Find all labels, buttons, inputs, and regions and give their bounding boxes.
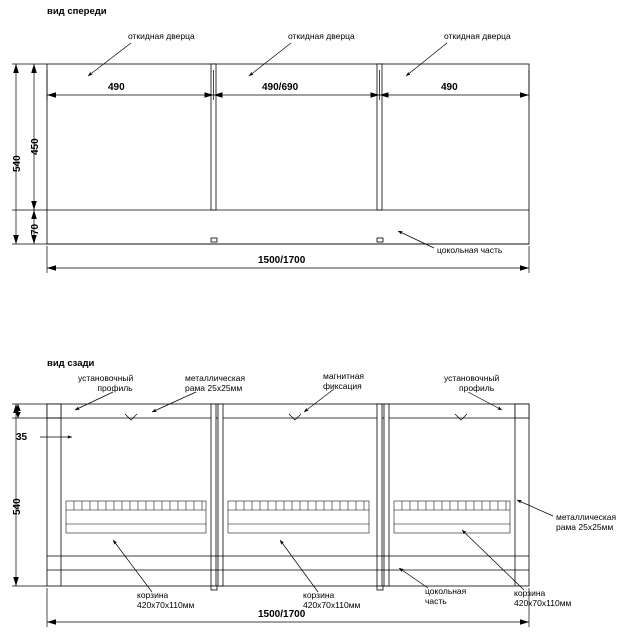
dim-front-total-height: 540 <box>12 155 23 172</box>
callout-basket-center-line2: 420х70х110мм <box>303 600 361 610</box>
callout-metal-frame-top-line1: металлическая <box>185 373 246 383</box>
callout-flap-door-center: откидная дверца <box>288 31 355 41</box>
callout-flap-door-right: откидная дверца <box>444 31 511 41</box>
dim-back-top-gap: 35 <box>16 432 28 443</box>
dim-back-total-width: 1500/1700 <box>258 609 306 620</box>
front-view-title: вид спереди <box>47 6 107 17</box>
callout-plinth-back-line2: часть <box>425 596 447 606</box>
callout-basket-left-line2: 420х70х110мм <box>137 600 195 610</box>
callout-magnetic-fixation-line2: фиксация <box>323 381 362 391</box>
callout-mounting-profile-right-line1: установочный <box>444 373 500 383</box>
callout-basket-left-line1: корзина <box>137 590 169 600</box>
callout-basket-right-line1: корзина <box>514 588 546 598</box>
dim-back-total-height: 540 <box>12 498 23 515</box>
dim-front-plinth-height: 70 <box>30 223 41 235</box>
dim-door-right-width: 490 <box>441 82 458 93</box>
callout-metal-frame-right-line1: металлическая <box>556 512 617 522</box>
dim-door-center-width: 490/690 <box>262 82 299 93</box>
callout-flap-door-left: откидная дверца <box>128 31 195 41</box>
callout-basket-right-line2: 420х70х110мм <box>514 598 572 608</box>
back-view-title: вид сзади <box>47 358 95 369</box>
callout-metal-frame-right-line2: рама 25х25мм <box>556 522 614 532</box>
callout-mounting-profile-right-line2: профиль <box>459 383 495 393</box>
callout-basket-center-line1: корзина <box>303 590 335 600</box>
dim-front-door-height: 450 <box>30 138 41 155</box>
callout-metal-frame-top-line2: рама 25х25мм <box>185 383 243 393</box>
callout-mounting-profile-left-line2: профиль <box>97 383 133 393</box>
callout-plinth-front: цокольная часть <box>437 245 503 255</box>
callout-plinth-back-line1: цокольная <box>425 586 467 596</box>
callout-mounting-profile-left-line1: установочный <box>78 373 134 383</box>
dim-front-total-width: 1500/1700 <box>258 255 306 266</box>
callout-magnetic-fixation-line1: магнитная <box>323 371 365 381</box>
dim-door-left-width: 490 <box>108 82 125 93</box>
